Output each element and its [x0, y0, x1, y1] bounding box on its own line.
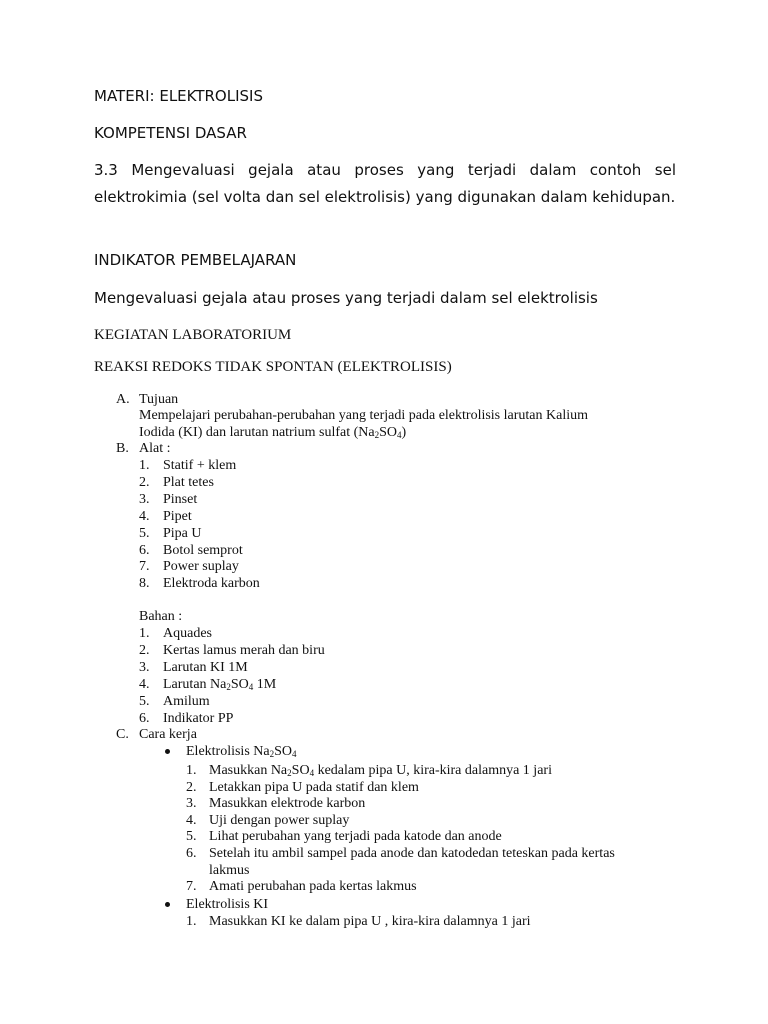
list-item: Setelah itu ambil sampel pada anode dan katodedan teteskan pada kertas: [209, 846, 615, 861]
group1-label: Elektrolisis $Na_2SO_4$: [186, 744, 297, 759]
indikator-paragraph: Mengevaluasi gejala atau proses yang terjadi dalam sel elektrolisis: [94, 289, 598, 307]
list-number: 8.: [139, 576, 150, 592]
list-item: Larutan $Na_2SO_4$ 1M: [163, 676, 277, 692]
tujuan-line-2: Iodida (KI) dan larutan natrium sulfat $(Na_2SO_4)$: [139, 425, 407, 440]
list-number: 2.: [186, 779, 197, 795]
kompetensi-heading: KOMPETENSI DASAR: [94, 124, 247, 142]
list-number: 6.: [139, 542, 150, 558]
tujuan-line-1: Mempelajari perubahan-perubahan yang terjadi pada elektrolisis larutan Kalium: [139, 408, 588, 423]
list-item: Power suplay: [163, 559, 239, 575]
list-item: Elektroda karbon: [163, 576, 260, 592]
group2-label: Elektrolisis KI: [186, 897, 269, 912]
list-item: Lihat perubahan yang terjadi pada katode dan anode: [209, 829, 502, 845]
list-number: 7.: [139, 559, 150, 575]
indikator-heading: INDIKATOR PEMBELAJARAN: [94, 251, 297, 269]
section-b-label: Alat :: [139, 441, 171, 456]
list-item: Masukkan KI ke dalam pipa U , kira-kira dalamnya 1 jari: [209, 914, 531, 929]
list-item: Statif + klem: [163, 458, 237, 473]
list-item: Indikator PP: [163, 710, 234, 726]
bullet-dot: [165, 749, 170, 754]
list-item: Pinset: [163, 491, 198, 507]
list-item: Aquades: [163, 626, 212, 641]
list-number: 1.: [186, 914, 197, 929]
section-a-marker: A.: [116, 392, 130, 407]
list-item-continuation: lakmus: [209, 862, 250, 878]
section-c-label: Cara kerja: [139, 727, 197, 742]
section-c-marker: C.: [116, 727, 129, 742]
lab-subtitle: REAKSI REDOKS TIDAK SPONTAN (ELEKTROLISIS): [94, 359, 452, 375]
list-number: 4.: [139, 676, 150, 692]
list-number: 1.: [139, 626, 150, 641]
list-number: 5.: [139, 693, 150, 709]
list-number: 3.: [139, 491, 150, 507]
list-number: 5.: [186, 829, 197, 845]
list-number: 2.: [139, 474, 150, 490]
list-number: 5.: [139, 525, 150, 541]
list-item: Larutan KI 1M: [163, 659, 248, 675]
kompetensi-paragraph: 3.3 Mengevaluasi gejala atau proses yang terjadi dalam contoh sel elektrokimia (sel volta dan sel elektrolisis) yang digunakan dalam kehidupan.: [94, 161, 676, 206]
list-number: 3.: [186, 796, 197, 812]
bullet-dot: [165, 902, 170, 907]
list-number: 7.: [186, 879, 197, 895]
list-item: Pipa U: [163, 525, 202, 541]
list-number: 4.: [139, 508, 150, 524]
list-item: Plat tetes: [163, 474, 214, 490]
section-a-label: Tujuan: [139, 392, 179, 407]
bahan-label: Bahan :: [139, 609, 183, 624]
list-number: 4.: [186, 812, 197, 828]
list-item: Masukkan $Na_2SO_4$ kedalam pipa U, kira-kira dalamnya 1 jari: [209, 763, 552, 778]
list-item: Amati perubahan pada kertas lakmus: [209, 879, 417, 895]
lab-title: KEGIATAN LABORATORIUM: [94, 327, 292, 343]
list-item: Botol semprot: [163, 542, 243, 558]
list-item: Amilum: [163, 693, 210, 709]
list-number: 3.: [139, 659, 150, 675]
list-item: Masukkan elektrode karbon: [209, 796, 366, 812]
materi-heading: MATERI: ELEKTROLISIS: [94, 87, 263, 105]
list-number: 1.: [186, 763, 197, 778]
list-number: 2.: [139, 642, 150, 658]
list-number: 1.: [139, 458, 150, 473]
section-b-marker: B.: [116, 441, 129, 456]
list-item: Pipet: [163, 508, 192, 524]
list-number: 6.: [186, 846, 197, 861]
list-item: Kertas lamus merah dan biru: [163, 642, 325, 658]
list-item: Letakkan pipa U pada statif dan klem: [209, 779, 419, 795]
list-item: Uji dengan power suplay: [209, 812, 350, 828]
list-number: 6.: [139, 710, 150, 726]
